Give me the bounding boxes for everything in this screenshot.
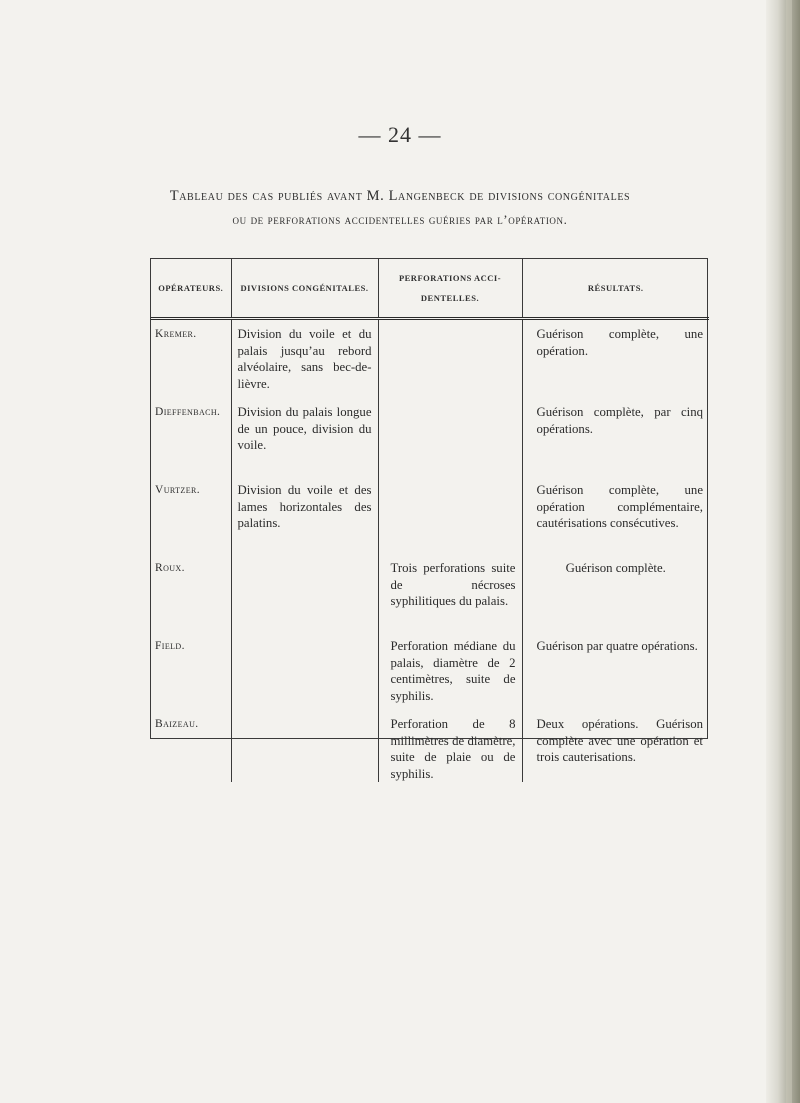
page-number: — 24 — [358,122,442,147]
header-operateurs: OPÉRATEURS. [151,259,231,319]
cases-table [150,258,708,781]
operateur-cell: Dieffenbach. [151,398,231,476]
resultat-cell: Guérison par quatre opérations. [536,639,698,653]
header-perforations: PERFORATIONS ACCI- DENTELLES. [378,259,522,319]
operateur-cell: Field. [151,632,231,710]
table-header-row [151,259,709,319]
operateur-cell: Kremer. [151,319,231,399]
table-row [151,398,709,476]
table-row [151,476,709,554]
resultat-cell: Deux opérations. Guérison complète avec une opération et trois cauterisations. [536,717,703,765]
table-row [151,319,709,399]
header-divisions: DIVISIONS CONGÉNITALES. [231,259,378,319]
operateur-cell: Vurtzer. [151,476,231,554]
division-cell [231,632,378,710]
operateur-cell: Roux. [151,554,231,632]
resultat-cell: Guérison complète. [565,561,666,575]
resultat-cell: Guérison complète, par cinq opérations. [536,405,703,436]
perforation-cell: Trois perforations suite de nécroses syphilitiques du palais. [378,554,522,632]
division-cell [231,554,378,632]
perforation-cell [378,398,522,476]
perforation-cell [378,319,522,399]
division-cell: Division du palais longue de un pouce, division du voile. [231,398,378,476]
perforation-cell: Perforation de 8 millimètres de diamètre, suite de plaie ou de syphilis. [378,710,522,782]
division-cell: Division du voile et du palais jusqu’au rebord alvéolaire, sans bec-de-lièvre. [231,319,378,399]
division-cell: Division du voile et des lames horizontales des palatins. [231,476,378,554]
cases-table-grid [151,259,709,782]
resultat-cell: Guérison complète, une opération complémentaire, cautérisations consécutives. [536,483,703,531]
resultat-cell: Guérison complète, une opération. [536,327,703,358]
table-row [151,554,709,632]
operateur-cell: Baizeau. [151,710,231,782]
page-binding-shadow [766,0,800,1103]
page-edge [786,0,792,1103]
table-title-line-2: ou de perforations accidentelles guéries par l’opération. [232,212,568,227]
perforation-cell [378,476,522,554]
perforation-cell: Perforation médiane du palais, diamètre de 2 centimètres, suite de syphilis. [378,632,522,710]
division-cell [231,710,378,782]
table-row [151,632,709,710]
table-row [151,710,709,782]
header-resultats: RÉSULTATS. [522,259,709,319]
table-title-line-1: Tableau des cas publiés avant M. Langenbeck de divisions congénitales [169,188,631,204]
